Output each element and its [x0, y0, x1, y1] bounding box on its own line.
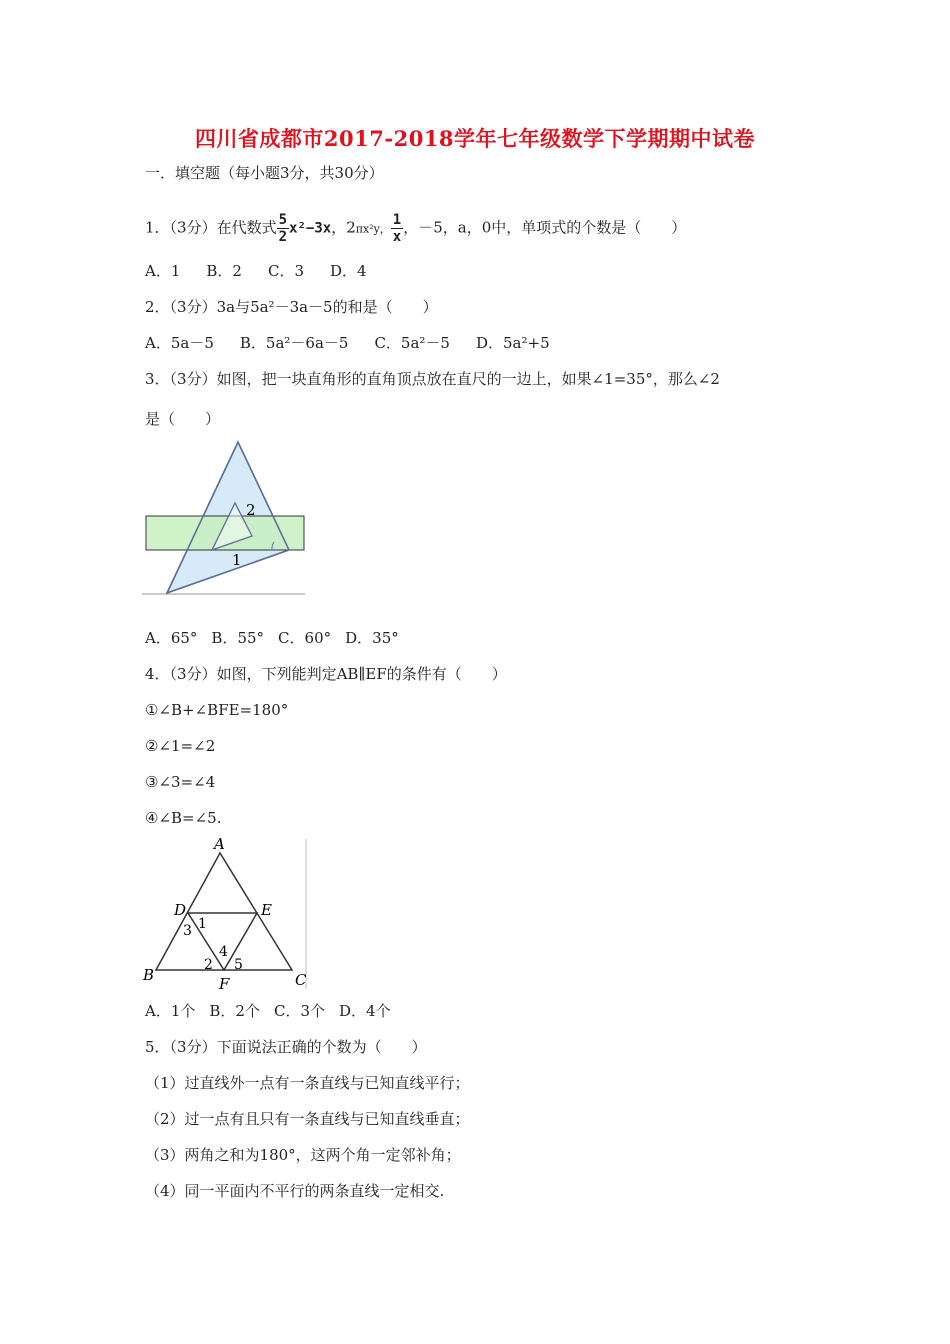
q1-frac2-den: x: [392, 229, 402, 245]
q1-frac2-num: 1: [392, 212, 402, 228]
question-5: 5．（3分）下面说法正确的个数为（ ）: [145, 1038, 427, 1056]
q1-expr2: [391, 212, 403, 245]
q4-label-c: C: [295, 971, 307, 989]
q3-option-c: C．60°: [278, 629, 332, 647]
q4-num-3: 3: [183, 923, 192, 939]
q4-cond-2: ②∠1=∠2: [145, 737, 216, 755]
question-4: 4．（3分）如图，下列能判定AB∥EF的条件有（ ）: [145, 665, 507, 683]
q1-prefix: 1．（3分）在代数式: [145, 218, 277, 237]
q4-option-d: D．4个: [339, 1002, 391, 1020]
q2-option-b: B．5a²－6a－5: [239, 334, 349, 352]
q4-label-f: F: [219, 975, 230, 993]
q1-frac1-den: 2: [278, 229, 288, 245]
q4-label-a: A: [214, 835, 225, 853]
question-3: 3．（3分）如图，把一块直角形的直角顶点放在直尺的一边上，如果∠1=35°，那么∠2: [145, 370, 720, 388]
q2-option-d: D．5a²+5: [475, 334, 550, 352]
q4-option-c: C．3个: [273, 1002, 325, 1020]
q1-frac1-num: 5: [278, 212, 288, 228]
page-title: 四川省成都市2017-2018学年七年级数学下学期期中试卷: [194, 126, 756, 151]
q3-label-2: 2: [246, 501, 256, 519]
q5-item-1: （1）过直线外一点有一条直线与已知直线平行；: [145, 1074, 470, 1092]
q2-option-c: C．5a²－5: [374, 334, 450, 352]
q3-option-b: B．55°: [211, 629, 265, 647]
q1-option-c: C．3: [267, 262, 304, 280]
q4-num-2: 2: [204, 957, 213, 973]
q1-option-d: D．4: [330, 262, 367, 280]
question-2: 2．（3分）3a与5a²－3a－5的和是（ ）: [145, 298, 438, 316]
q4-num-4: 4: [219, 944, 228, 960]
question-1: [145, 212, 686, 245]
q4-num-5: 5: [234, 957, 243, 973]
q4-option-a: A．1个: [145, 1002, 196, 1020]
q1-option-b: B．2: [206, 262, 242, 280]
q3-label-1: 1: [232, 551, 242, 569]
q1-suffix: ，－5，a，0中，单项式的个数是（ ）: [403, 218, 687, 237]
q3-option-d: D．35°: [345, 629, 399, 647]
q5-item-2: （2）过一点有且只有一条直线与已知直线垂直；: [145, 1110, 470, 1128]
q1-expr1: [277, 212, 332, 245]
q2-options: [145, 333, 576, 353]
q4-figure: [140, 835, 315, 995]
q4-cond-1: ①∠B+∠BFE=180°: [145, 701, 289, 719]
q5-item-3: （3）两角之和为180°，这两个角一定邻补角；: [145, 1146, 461, 1164]
q4-options: [145, 1001, 417, 1021]
q4-cond-3: ③∠3=∠4: [145, 773, 216, 791]
q4-cond-4: ④∠B=∠5.: [145, 809, 222, 827]
q5-item-4: （4）同一平面内不平行的两条直线一定相交.: [145, 1182, 445, 1200]
section-heading: 一．填空题（每小题3分，共30分）: [145, 164, 384, 182]
q1-frac1-rest: x²−3x: [289, 220, 332, 237]
q3-options: [145, 628, 425, 648]
q4-label-d: D: [174, 901, 187, 919]
q4-num-1: 1: [198, 916, 207, 932]
q3-figure: [140, 438, 310, 598]
q2-option-a: A．5a－5: [145, 334, 214, 352]
q4-option-b: B．2个: [209, 1002, 260, 1020]
q3-option-a: A．65°: [145, 629, 198, 647]
q1-options: [145, 261, 393, 281]
q1-option-a: A．1: [145, 262, 181, 280]
question-3-cont: 是（ ）: [145, 410, 221, 428]
q4-label-b: B: [143, 966, 155, 984]
q1-part2: ，2: [331, 218, 356, 237]
q1-part3: πx²y，: [355, 222, 391, 236]
q4-label-e: E: [261, 901, 272, 919]
